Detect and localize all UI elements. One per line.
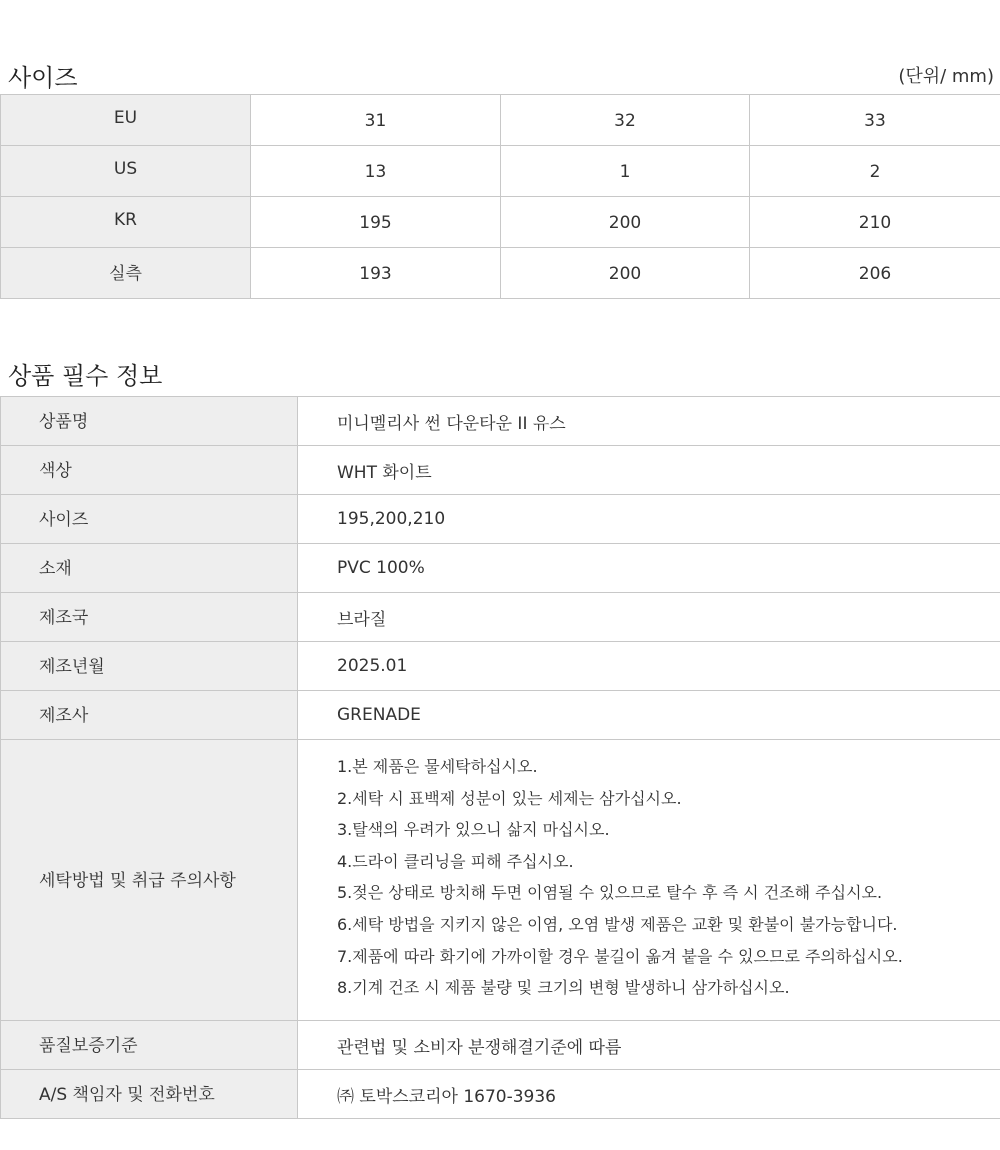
info-row-quality: [1, 1021, 1000, 1070]
info-row-product-name: [1, 397, 1000, 446]
size-unit-label: (단위/ mm): [898, 66, 994, 87]
size-cell: 1: [501, 146, 750, 197]
size-row-label: KR: [1, 197, 251, 248]
info-label: 제조국: [1, 593, 298, 642]
care-line: 5.젖은 상태로 방치해 두면 이염될 수 있으므로 탈수 후 즉 시 건조해 주십시오.: [337, 883, 883, 903]
info-label: 상품명: [1, 397, 298, 446]
care-instructions: [298, 740, 1000, 1021]
info-value: 브라질: [298, 593, 1000, 642]
size-cell: 195: [251, 197, 501, 248]
info-label: 제조사: [1, 691, 298, 740]
size-row-measured: [1, 248, 1000, 299]
info-label: 사이즈: [1, 495, 298, 544]
size-cell: 2: [750, 146, 1000, 197]
size-row-us: [1, 146, 1000, 197]
product-info-table: [0, 396, 1000, 1119]
info-row-material: [1, 544, 1000, 593]
size-cell: 200: [501, 197, 750, 248]
size-cell: 33: [750, 95, 1000, 146]
size-row-kr: [1, 197, 1000, 248]
info-row-country: [1, 593, 1000, 642]
size-row-label: EU: [1, 95, 251, 146]
info-label: 색상: [1, 446, 298, 495]
size-row-label: 실측: [1, 248, 251, 299]
product-info-title: 상품 필수 정보: [8, 362, 163, 390]
info-label: 세탁방법 및 취급 주의사항: [1, 740, 298, 1021]
care-line: 7.제품에 따라 화기에 가까이할 경우 불길이 옮겨 붙을 수 있으므로 주의하십시오.: [337, 946, 903, 966]
care-line: 2.세탁 시 표백제 성분이 있는 세제는 삼가십시오.: [337, 788, 682, 808]
info-row-color: [1, 446, 1000, 495]
size-cell: 13: [251, 146, 501, 197]
info-label: 품질보증기준: [1, 1021, 298, 1070]
care-line: 6.세탁 방법을 지키지 않은 이염, 오염 발생 제품은 교환 및 환불이 불가능합니다.: [337, 914, 898, 934]
info-value: 관련법 및 소비자 분쟁해결기준에 따름: [298, 1021, 1000, 1070]
info-value: GRENADE: [298, 691, 1000, 740]
care-line: 3.탈색의 우려가 있으니 삶지 마십시오.: [337, 820, 610, 840]
info-label: A/S 책임자 및 전화번호: [1, 1070, 298, 1119]
size-section-title: 사이즈: [8, 64, 78, 92]
info-label: 소재: [1, 544, 298, 593]
info-value: 미니멜리사 썬 다운타운 II 유스: [298, 397, 1000, 446]
care-line: 4.드라이 클리닝을 피해 주십시오.: [337, 851, 574, 871]
size-cell: 31: [251, 95, 501, 146]
size-table: [0, 94, 1000, 299]
info-value: WHT 화이트: [298, 446, 1000, 495]
size-row-eu: [1, 95, 1000, 146]
size-cell: 200: [501, 248, 750, 299]
info-label: 제조년월: [1, 642, 298, 691]
info-value: PVC 100%: [298, 544, 1000, 593]
size-row-label: US: [1, 146, 251, 197]
info-value: 195,200,210: [298, 495, 1000, 544]
size-cell: 210: [750, 197, 1000, 248]
size-cell: 32: [501, 95, 750, 146]
info-row-manufacture-date: [1, 642, 1000, 691]
info-row-care: [1, 740, 1000, 1021]
info-value: ㈜ 토박스코리아 1670-3936: [298, 1070, 1000, 1119]
info-row-manufacturer: [1, 691, 1000, 740]
size-cell: 206: [750, 248, 1000, 299]
info-value: 2025.01: [298, 642, 1000, 691]
care-line: 1.본 제품은 물세탁하십시오.: [337, 757, 538, 776]
size-cell: 193: [251, 248, 501, 299]
care-line: 8.기계 건조 시 제품 불량 및 크기의 변형 발생하니 삼가하십시오.: [337, 978, 790, 998]
info-row-size: [1, 495, 1000, 544]
info-row-as-contact: [1, 1070, 1000, 1119]
